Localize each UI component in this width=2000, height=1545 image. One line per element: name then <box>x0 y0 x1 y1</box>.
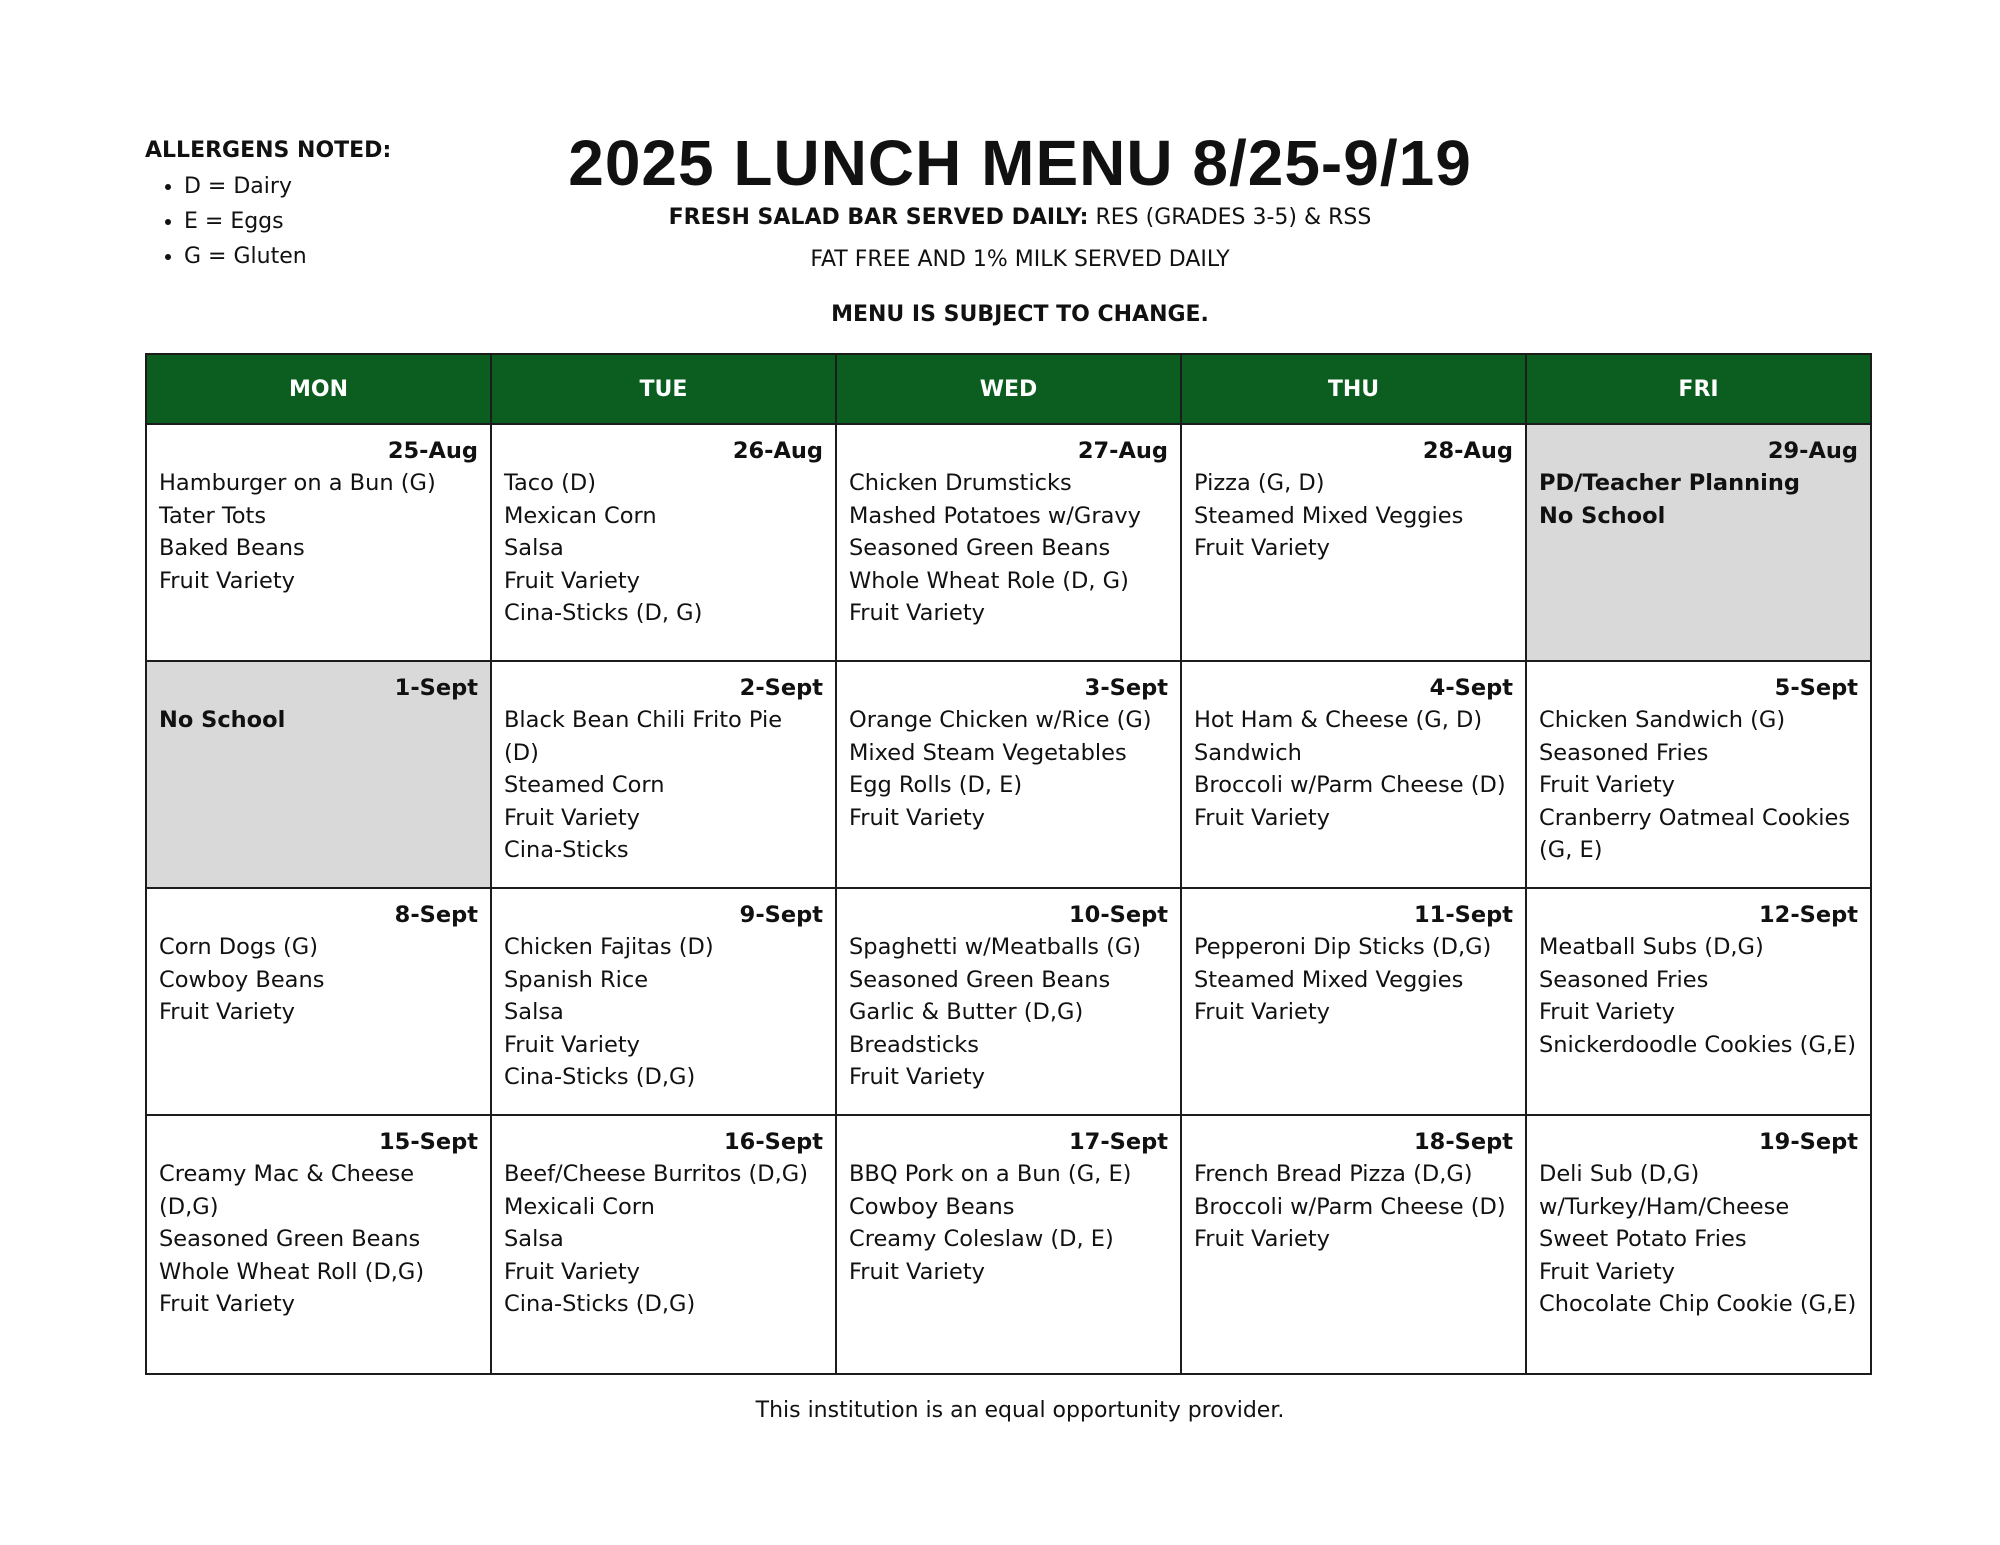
menu-item: Mixed Steam Vegetables <box>849 739 1127 766</box>
menu-item: Chicken Fajitas (D) <box>504 934 714 961</box>
menu-date: 18-Sept <box>1414 1129 1513 1155</box>
menu-date: 29-Aug <box>1767 438 1858 464</box>
menu-cell <box>491 424 836 661</box>
menu-date: 27-Aug <box>1077 438 1168 464</box>
menu-cell <box>1181 888 1526 1115</box>
allergens-heading: ALLERGENS NOTED: <box>145 138 392 163</box>
menu-item: Broccoli w/Parm Cheese (D) <box>1194 1193 1506 1220</box>
menu-item: Salsa <box>504 999 564 1026</box>
menu-item: Seasoned Fries <box>1539 966 1709 993</box>
menu-item: Creamy Coleslaw (D, E) <box>849 1226 1114 1253</box>
day-header-fri: FRI <box>1526 354 1871 424</box>
menu-item: No School <box>1539 502 1666 529</box>
menu-cell <box>1181 661 1526 888</box>
menu-cell <box>836 888 1181 1115</box>
menu-cell <box>1181 424 1526 661</box>
menu-item: Garlic & Butter (D,G) <box>849 999 1084 1026</box>
menu-item: Fruit Variety <box>849 1258 985 1285</box>
menu-item: Fruit Variety <box>504 804 640 831</box>
menu-date: 9-Sept <box>739 902 823 928</box>
menu-cell <box>491 661 836 888</box>
menu-item: Cina-Sticks <box>504 837 629 864</box>
menu-item: Spanish Rice <box>504 966 649 993</box>
allergen-item: • D = Dairy <box>184 169 391 204</box>
change-note: MENU IS SUBJECT TO CHANGE. <box>831 302 1209 327</box>
menu-item: Cranberry Oatmeal Cookies (G, E) <box>1539 804 1851 864</box>
menu-item: Fruit Variety <box>159 567 295 594</box>
menu-item: Mashed Potatoes w/Gravy <box>849 502 1141 529</box>
day-header-wed: WED <box>836 354 1181 424</box>
menu-date: 4-Sept <box>1429 675 1513 701</box>
menu-item: Fruit Variety <box>1194 535 1330 562</box>
menu-item: Chocolate Chip Cookie (G,E) <box>1539 1291 1857 1318</box>
menu-date: 1-Sept <box>394 675 478 701</box>
menu-item: Fruit Variety <box>849 600 985 627</box>
footer-note: This institution is an equal opportunity provider. <box>755 1398 1285 1423</box>
menu-cell <box>146 424 491 661</box>
menu-item: PD/Teacher Planning <box>1539 470 1800 497</box>
day-header-mon: MON <box>146 354 491 424</box>
menu-item: Creamy Mac & Cheese (D,G) <box>159 1161 415 1220</box>
menu-item: Cina-Sticks (D,G) <box>504 1291 696 1318</box>
menu-item: Pizza (G, D) <box>1194 470 1325 497</box>
menu-cell <box>146 1115 491 1374</box>
menu-item: Breadsticks <box>849 1031 980 1058</box>
menu-item: Meatball Subs (D,G) <box>1539 934 1764 961</box>
menu-cell <box>836 424 1181 661</box>
menu-item: Fruit Variety <box>849 1064 985 1091</box>
day-header-row <box>146 354 1871 424</box>
menu-item: No School <box>159 707 286 734</box>
menu-item: Chicken Sandwich (G) <box>1539 707 1786 734</box>
menu-item: Fruit Variety <box>849 804 985 831</box>
menu-item: Seasoned Fries <box>1539 739 1709 766</box>
menu-date: 10-Sept <box>1069 902 1168 928</box>
menu-item: Seasoned Green Beans <box>849 966 1111 993</box>
menu-cell <box>1526 1115 1871 1374</box>
menu-item: Fruit Variety <box>504 1258 640 1285</box>
menu-item: Fruit Variety <box>1539 999 1675 1026</box>
allergen-item: • E = Eggs <box>184 204 391 239</box>
menu-date: 16-Sept <box>724 1129 823 1155</box>
menu-cell <box>1181 1115 1526 1374</box>
menu-date: 26-Aug <box>732 438 823 464</box>
salad-bar-label: FRESH SALAD BAR SERVED DAILY: <box>668 205 1089 230</box>
menu-date: 2-Sept <box>739 675 823 701</box>
menu-item: Deli Sub (D,G) w/Turkey/Ham/Cheese <box>1539 1161 1790 1220</box>
week-row <box>146 661 1871 888</box>
menu-date: 19-Sept <box>1759 1129 1858 1155</box>
menu-item: Seasoned Green Beans <box>849 535 1111 562</box>
menu-item: Mexicali Corn <box>504 1193 655 1220</box>
week-row <box>146 1115 1871 1374</box>
menu-item: Salsa <box>504 535 564 562</box>
day-header-thu: THU <box>1181 354 1526 424</box>
menu-item: Spaghetti w/Meatballs (G) <box>849 934 1142 961</box>
menu-date: 17-Sept <box>1069 1129 1168 1155</box>
menu-item: Fruit Variety <box>159 1291 295 1318</box>
menu-item: Cina-Sticks (D,G) <box>504 1064 696 1091</box>
menu-date: 11-Sept <box>1414 902 1513 928</box>
menu-item: French Bread Pizza (D,G) <box>1194 1161 1473 1188</box>
menu-item: Steamed Corn <box>504 772 665 799</box>
salad-bar-text: RES (GRADES 3-5) & RSS <box>1088 205 1372 230</box>
menu-item: Whole Wheat Roll (D,G) <box>159 1258 425 1285</box>
menu-item: Cowboy Beans <box>849 1193 1015 1220</box>
menu-cell <box>1526 888 1871 1115</box>
menu-date: 12-Sept <box>1759 902 1858 928</box>
menu-item: Sweet Potato Fries <box>1539 1226 1747 1253</box>
menu-item: Fruit Variety <box>1194 804 1330 831</box>
menu-item: Seasoned Green Beans <box>159 1226 421 1253</box>
menu-item: Egg Rolls (D, E) <box>849 772 1023 799</box>
menu-item: Hamburger on a Bun (G) <box>159 470 436 497</box>
menu-cell <box>836 661 1181 888</box>
menu-item: Broccoli w/Parm Cheese (D) <box>1194 772 1506 799</box>
menu-item: Mexican Corn <box>504 502 657 529</box>
milk-note: FAT FREE AND 1% MILK SERVED DAILY <box>810 247 1230 272</box>
menu-item: Baked Beans <box>159 535 305 562</box>
menu-date: 3-Sept <box>1084 675 1168 701</box>
menu-item: Beef/Cheese Burritos (D,G) <box>504 1161 808 1188</box>
menu-date: 15-Sept <box>379 1129 478 1155</box>
menu-item: Orange Chicken w/Rice (G) <box>849 707 1152 734</box>
menu-item: Snickerdoodle Cookies (G,E) <box>1539 1031 1857 1058</box>
menu-cell <box>491 1115 836 1374</box>
menu-item: Black Bean Chili Frito Pie (D) <box>504 707 783 766</box>
page-title: 2025 LUNCH MENU 8/25-9/19 <box>568 127 1472 199</box>
menu-date: 25-Aug <box>387 438 478 464</box>
menu-item: Taco (D) <box>504 470 596 497</box>
menu-table <box>145 353 1872 1375</box>
menu-item: Whole Wheat Role (D, G) <box>849 567 1129 594</box>
menu-item: BBQ Pork on a Bun (G, E) <box>849 1161 1132 1188</box>
menu-item: Fruit Variety <box>1539 772 1675 799</box>
menu-date: 8-Sept <box>394 902 478 928</box>
menu-item: Fruit Variety <box>1194 1226 1330 1253</box>
menu-item: Fruit Variety <box>504 567 640 594</box>
menu-body <box>146 424 1871 1374</box>
allergen-item: • G = Gluten <box>184 239 391 274</box>
menu-item: Hot Ham & Cheese (G, D) Sandwich <box>1194 707 1483 766</box>
menu-cell <box>491 888 836 1115</box>
menu-cell <box>146 888 491 1115</box>
menu-item: Steamed Mixed Veggies <box>1194 502 1464 529</box>
menu-item: Fruit Variety <box>1194 999 1330 1026</box>
week-row <box>146 424 1871 661</box>
menu-item: Fruit Variety <box>504 1031 640 1058</box>
menu-item: Steamed Mixed Veggies <box>1194 966 1464 993</box>
menu-item: Cowboy Beans <box>159 966 325 993</box>
menu-item: Pepperoni Dip Sticks (D,G) <box>1194 934 1492 961</box>
menu-item: Salsa <box>504 1226 564 1253</box>
week-row <box>146 888 1871 1115</box>
menu-item: Fruit Variety <box>159 999 295 1026</box>
menu-cell <box>1526 424 1871 661</box>
menu-item: Fruit Variety <box>1539 1258 1675 1285</box>
menu-cell <box>1526 661 1871 888</box>
menu-item: Tater Tots <box>159 502 267 529</box>
menu-cell <box>146 661 491 888</box>
menu-date: 5-Sept <box>1774 675 1858 701</box>
menu-item: Corn Dogs (G) <box>159 934 318 961</box>
day-header-tue: TUE <box>491 354 836 424</box>
menu-date: 28-Aug <box>1422 438 1513 464</box>
menu-cell <box>836 1115 1181 1374</box>
menu-item: Chicken Drumsticks <box>849 470 1072 497</box>
salad-bar-note <box>0 205 2000 230</box>
menu-item: Cina-Sticks (D, G) <box>504 600 703 627</box>
